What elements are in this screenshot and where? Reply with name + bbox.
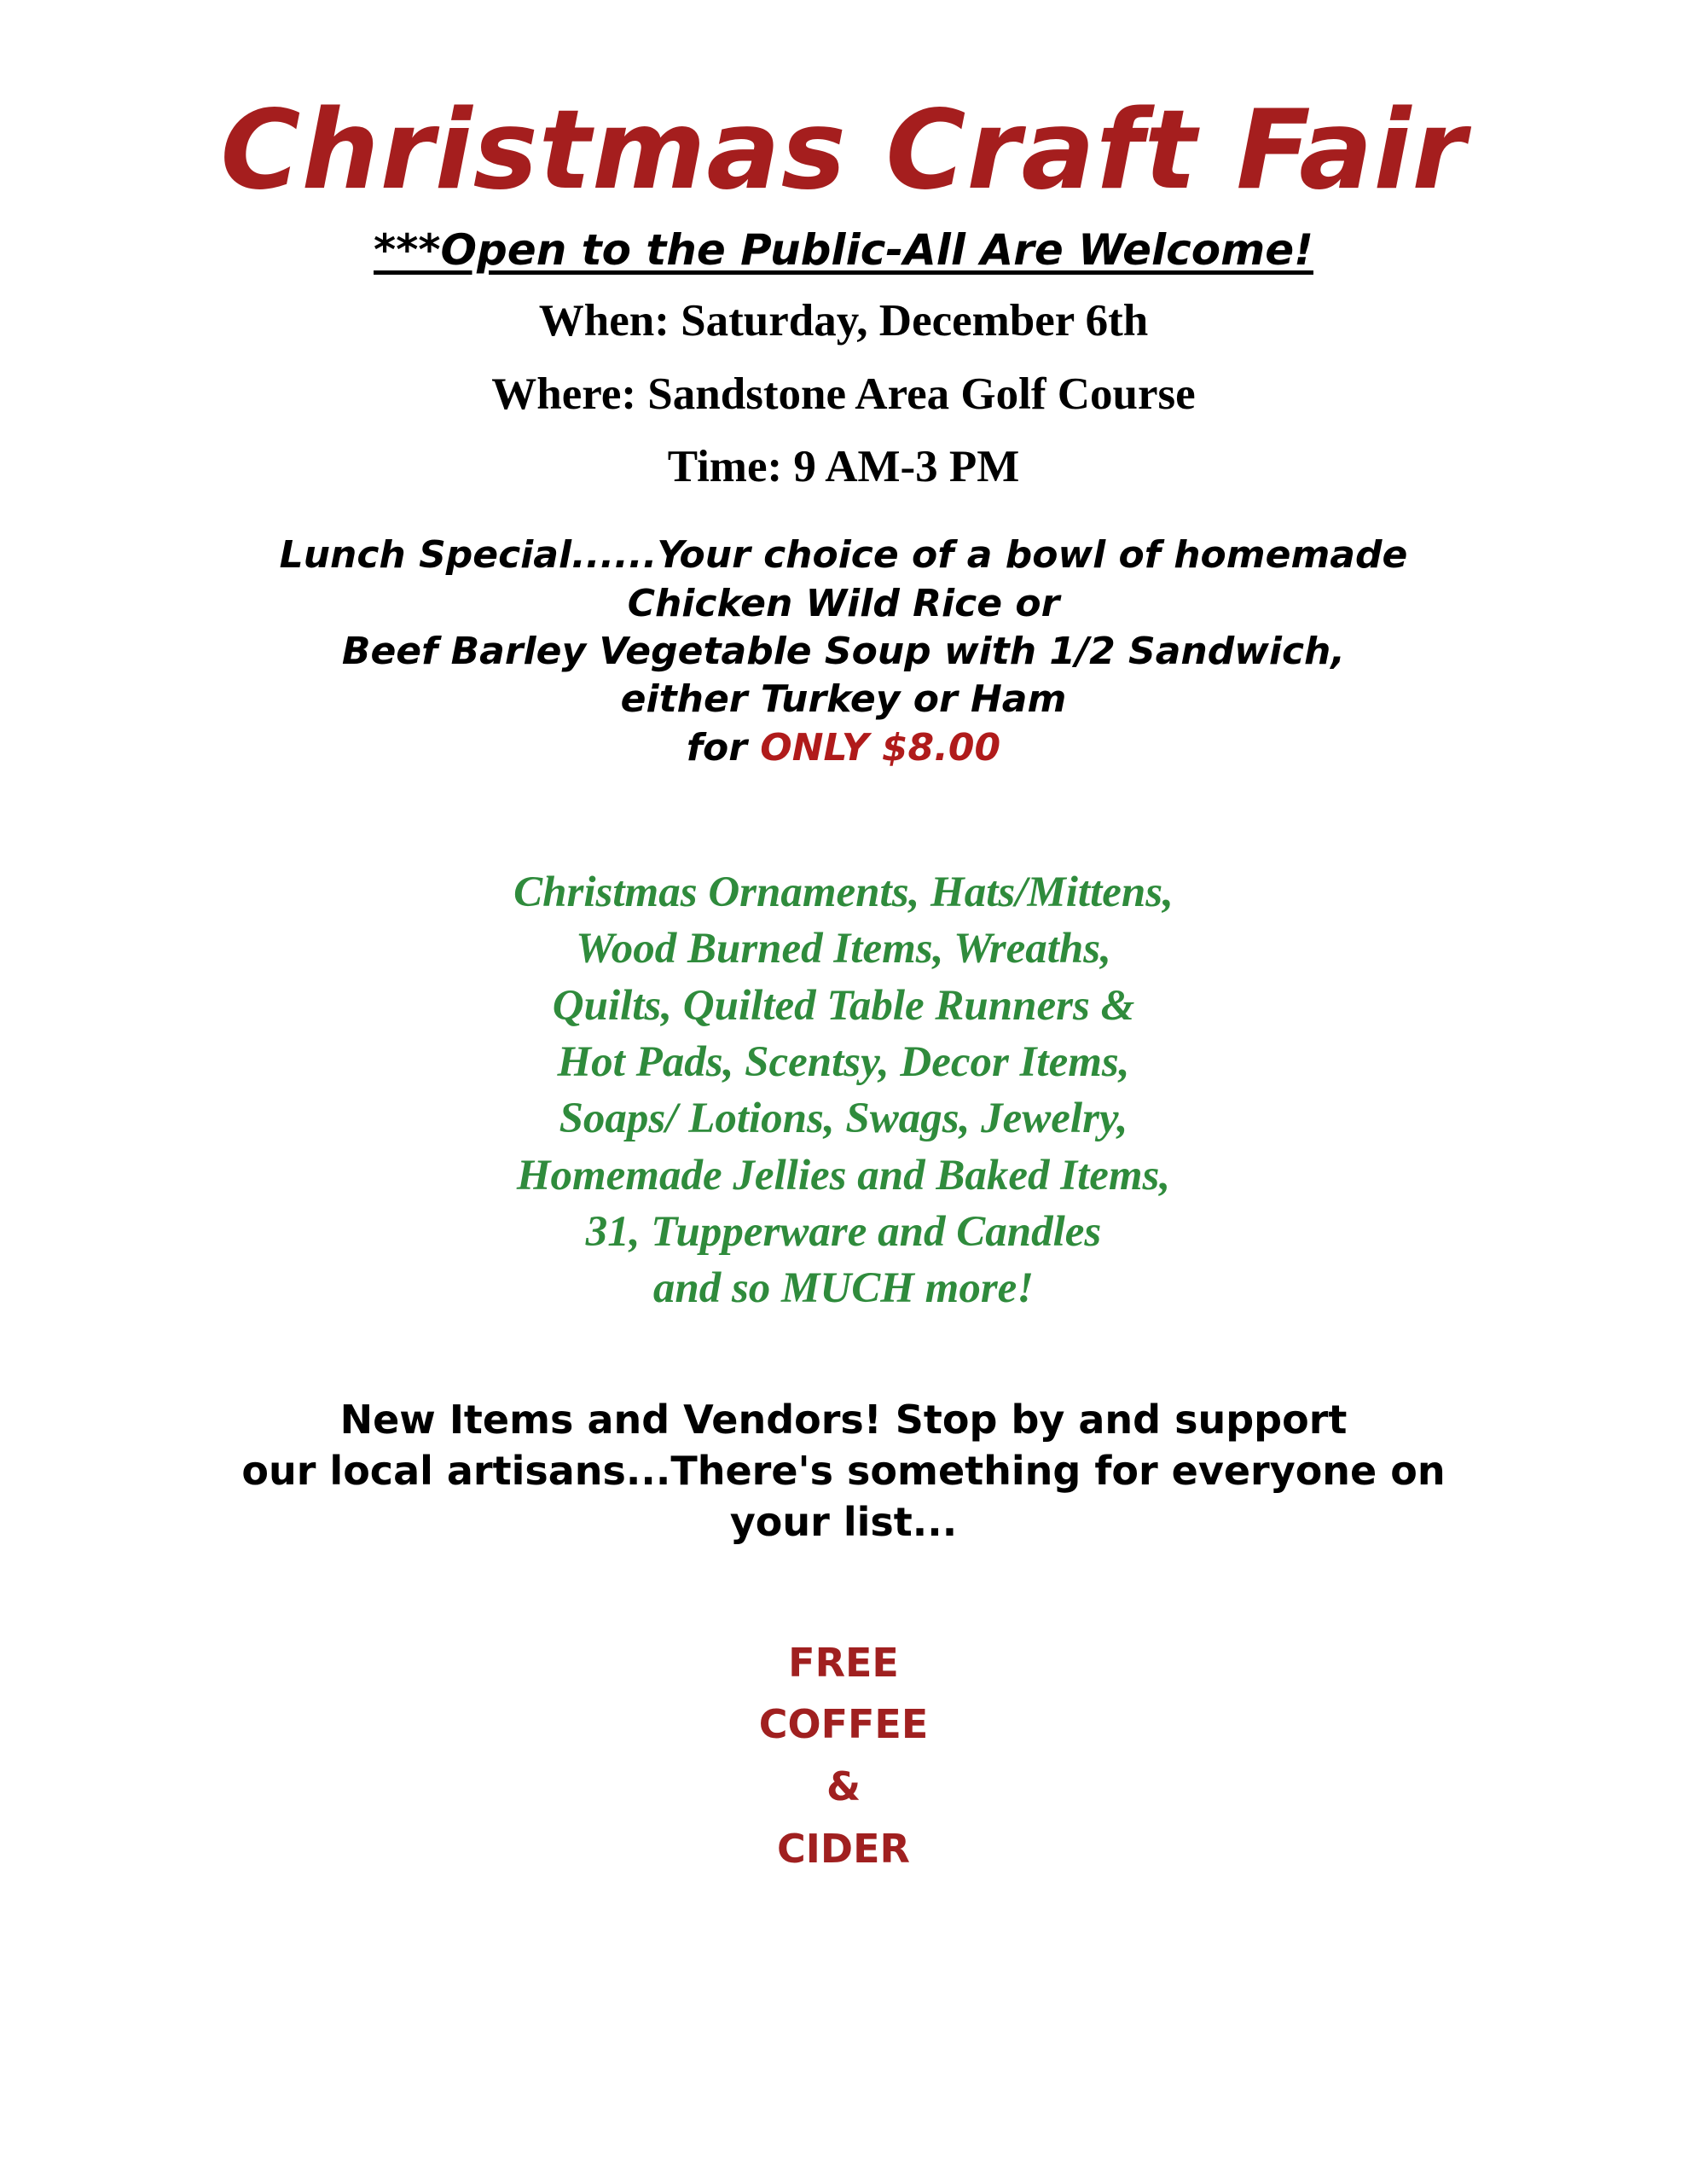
items-line-5: Soaps/ Lotions, Swags, Jewelry, [559, 1095, 1128, 1143]
subtitle-text: ***Open to the Public-All Are Welcome! [374, 225, 1313, 276]
items-line-3: Quilts, Quilted Table Runners & [552, 981, 1135, 1030]
items-list [102, 864, 1585, 1316]
lunch-line-3: Beef Barley Vegetable Soup with 1/2 Sandwich, [341, 630, 1346, 674]
items-line-1: Christmas Ornaments, Hats/Mittens, [513, 868, 1174, 917]
lunch-price-line [102, 724, 1585, 772]
free-line-3: & [826, 1763, 861, 1810]
detail-where: Where: Sandstone Area Golf Course [491, 369, 1196, 419]
lunch-line-4: either Turkey or Ham [620, 677, 1067, 722]
free-line-4: CIDER [777, 1825, 910, 1872]
lunch-price-prefix: for [686, 725, 761, 770]
lunch-price: ONLY $8.00 [760, 725, 1001, 770]
items-line-7: 31, Tupperware and Candles [585, 1207, 1102, 1256]
detail-when: When: Saturday, December 6th [538, 296, 1149, 346]
items-line-8: and so MUCH more! [652, 1264, 1035, 1313]
detail-time: Time: 9 AM-3 PM [667, 442, 1020, 492]
lunch-line-1: Lunch Special......Your choice of a bowl of homemade [279, 533, 1408, 578]
closing-line-1: New Items and Vendors! Stop by and support [339, 1397, 1348, 1443]
items-line-6: Homemade Jellies and Baked Items, [516, 1151, 1171, 1199]
free-line-1: FREE [788, 1639, 899, 1686]
page-title: Christmas Craft Fair [220, 87, 1467, 214]
items-line-2: Wood Burned Items, Wreaths, [576, 925, 1111, 973]
items-line-4: Hot Pads, Scentsy, Decor Items, [557, 1037, 1130, 1086]
closing-line-3: your list... [729, 1499, 958, 1545]
closing-message [102, 1395, 1585, 1548]
free-line-2: COFFEE [758, 1701, 929, 1748]
closing-line-2: our local artisans...There's something for everyone on [241, 1448, 1446, 1495]
free-refreshments-block [102, 1632, 1585, 1880]
subtitle-open-to-public [102, 227, 1585, 274]
lunch-line-2: Chicken Wild Rice or [627, 581, 1060, 625]
lunch-special-block [102, 531, 1585, 772]
